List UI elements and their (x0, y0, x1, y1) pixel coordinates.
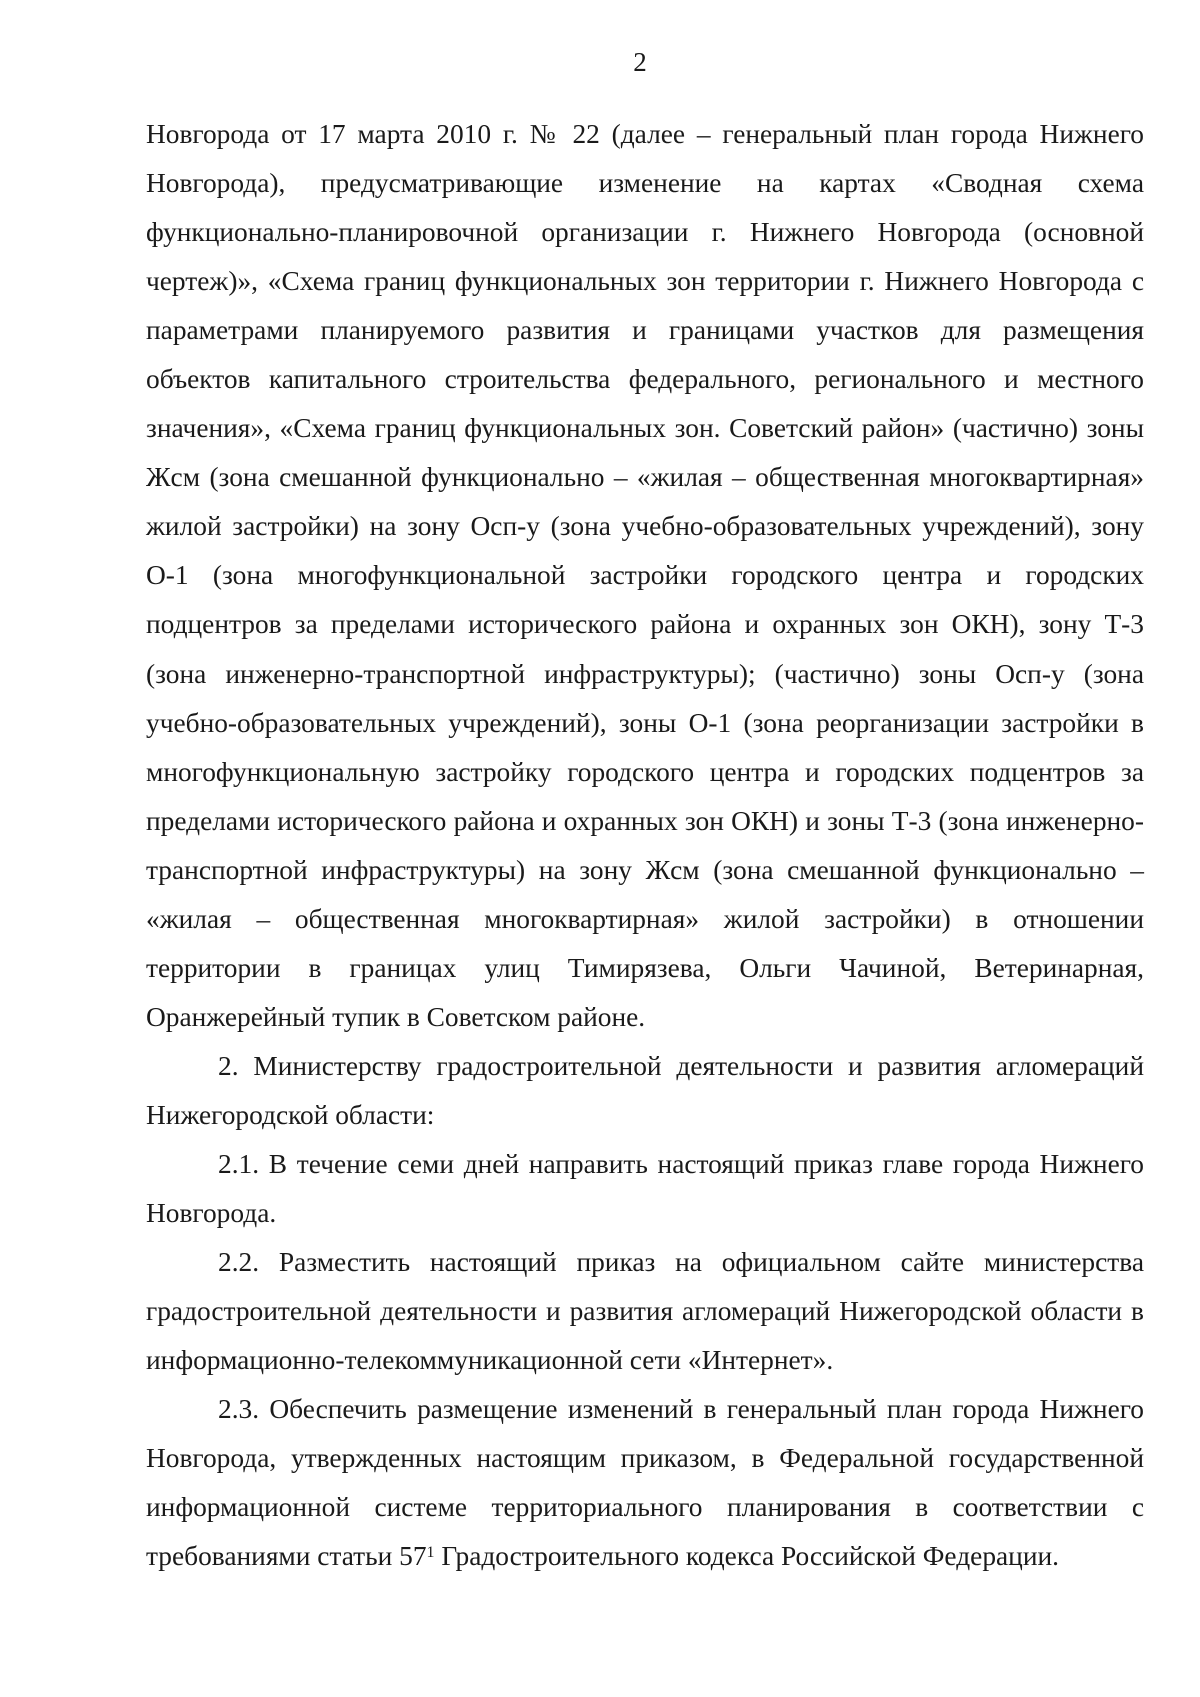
paragraph-continuation: Новгорода от 17 марта 2010 г. № 22 (далее – генеральный план города Нижнего Новгорода), предусматривающие изменение на картах «Сводная схема функционально-планировочной организации г. Нижнего Новгорода (основной чертеж)», «Схема границ функциональных зон территории г. Нижнего Новгорода с параметрами планируемого развития и границами участков для размещения объектов капитального строительства федерального, регионального и местного значения», «Схема границ функциональных зон. Советский район» (частично) зоны Жсм (зона смешанной функционально – «жилая – общественная многоквартирная» жилой застройки) на зону Осп-у (зона учебно-образовательных учреждений), зону О-1 (зона многофункциональной застройки городского центра и городских подцентров за пределами исторического района и охранных зон ОКН), зону Т-3 (зона инженерно-транспортной инфраструктуры); (частично) зоны Осп-у (зона учебно-образовательных учреждений), зоны О-1 (зона реорганизации застройки в многофункциональную застройку городского центра и городских подцентров за пределами исторического района и охранных зон ОКН) и зоны Т-3 (зона инженерно-транспортной инфраструктуры) на зону Жсм (зона смешанной функционально – «жилая – общественная многоквартирная» жилой застройки) в отношении территории в границах улиц Тимирязева, Ольги Чачиной, Ветеринарная, Оранжерейный тупик в Советском районе. (146, 119, 1144, 1032)
paragraph-item-2-3 (146, 1385, 1144, 1581)
paragraph-text-after: Градостроительного кодекса Российской Федерации. (434, 1541, 1059, 1572)
paragraph-item-2-2: 2.2. Разместить настоящий приказ на официальном сайте министерства градостроительной деятельности и развития агломераций Нижегородской области в информационно-телекоммуникационной сети «Интернет». (146, 1247, 1144, 1376)
paragraph-item-2: 2. Министерству градостроительной деятельности и развития агломераций Нижегородской области: (146, 1050, 1144, 1130)
paragraph-item-2-1: 2.1. В течение семи дней направить настоящий приказ главе города Нижнего Новгорода. (146, 1148, 1144, 1229)
paragraph-text-before: 2.3. Обеспечить размещение изменений в генеральный план города Нижнего Новгорода, утвержденных настоящим приказом, в Федеральной государственной информационной системе территориального планирования в соответствии с требованиями статьи 57 (146, 1394, 1144, 1572)
article-superscript: 1 (426, 1544, 435, 1562)
page-number: 2 (633, 47, 647, 77)
document-body (146, 110, 1144, 1581)
